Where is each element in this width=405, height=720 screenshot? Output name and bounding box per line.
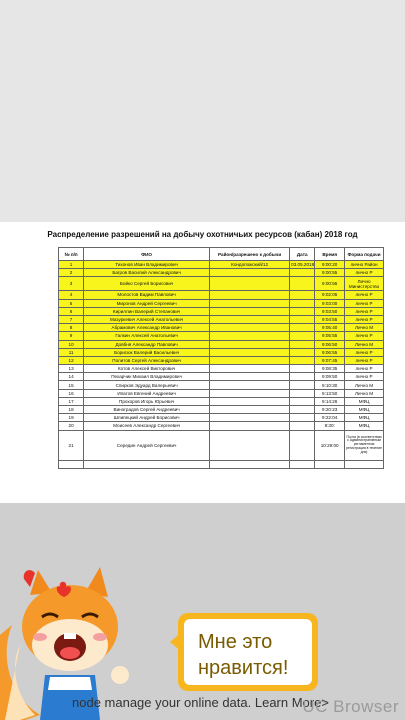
table-row xyxy=(59,430,384,460)
row-fio: Спирков Эдуард Валерьевич xyxy=(84,381,210,389)
row-number: 7 xyxy=(59,315,84,323)
row-form: лично Р xyxy=(345,269,384,277)
row-date xyxy=(290,430,315,460)
row-time: 9:22:04 xyxy=(315,414,345,422)
row-date xyxy=(290,356,315,364)
row-region xyxy=(210,299,290,307)
row-time: 9:05:40 xyxy=(315,324,345,332)
row-fio: Мазуркевич Алексей Анатольевич xyxy=(84,315,210,323)
row-region xyxy=(210,422,290,430)
row-region xyxy=(210,460,290,468)
document-page xyxy=(0,222,405,503)
row-region xyxy=(210,332,290,340)
row-region xyxy=(210,430,290,460)
row-number: 16 xyxy=(59,389,84,397)
document-title: Распределение разрешений на добычу охотничьих ресурсов (кабан) 2018 год xyxy=(47,230,358,239)
table-header-row xyxy=(59,248,384,261)
row-form: лично Район xyxy=(345,261,384,269)
row-number: 19 xyxy=(59,414,84,422)
row-form: МФЦ xyxy=(345,406,384,414)
row-number: 17 xyxy=(59,397,84,405)
row-fio: Галкин Алексей Анатольевич xyxy=(84,332,210,340)
row-fio xyxy=(84,460,210,468)
row-fio: Миронов Андрей Сергеевич xyxy=(84,299,210,307)
row-form: лично Р xyxy=(345,291,384,299)
row-region xyxy=(210,307,290,315)
row-date xyxy=(290,414,315,422)
row-number: 21 xyxy=(59,430,84,460)
row-region xyxy=(210,373,290,381)
row-region xyxy=(210,269,290,277)
table-row xyxy=(59,406,384,414)
row-form: лично Р xyxy=(345,356,384,364)
brand-logo: UC Browser xyxy=(302,697,399,716)
row-fio: Политов Сергей Александрович xyxy=(84,356,210,364)
table-row xyxy=(59,414,384,422)
table-row xyxy=(59,269,384,277)
row-number: 12 xyxy=(59,356,84,364)
table-row xyxy=(59,397,384,405)
row-number: 14 xyxy=(59,373,84,381)
row-time: 9:08:35 xyxy=(315,365,345,373)
row-region xyxy=(210,356,290,364)
row-number: 5 xyxy=(59,299,84,307)
header-date: Дата xyxy=(290,248,315,261)
row-form: Лично Министерство xyxy=(345,277,384,291)
row-number: 8 xyxy=(59,324,84,332)
row-date xyxy=(290,269,315,277)
row-region xyxy=(210,414,290,422)
row-region xyxy=(210,389,290,397)
table-row xyxy=(59,332,384,340)
table-row xyxy=(59,291,384,299)
row-region xyxy=(210,365,290,373)
speech-bubble-text: Мне это нравится! xyxy=(198,631,289,679)
table-row xyxy=(59,373,384,381)
row-time: 9:06:50 xyxy=(315,340,345,348)
table-row xyxy=(59,340,384,348)
row-form: лично Р xyxy=(345,373,384,381)
row-date xyxy=(290,277,315,291)
row-date xyxy=(290,373,315,381)
row-region xyxy=(210,406,290,414)
row-date xyxy=(290,324,315,332)
row-region xyxy=(210,315,290,323)
table-row xyxy=(59,261,384,269)
row-number xyxy=(59,460,84,468)
row-time: 9:13:50 xyxy=(315,389,345,397)
row-date xyxy=(290,460,315,468)
row-fio: Бойко Сергей Борисович xyxy=(84,277,210,291)
row-date xyxy=(290,389,315,397)
row-fio: Кириллин Валерий Степанович xyxy=(84,307,210,315)
row-form: лично Р xyxy=(345,332,384,340)
table-row xyxy=(59,348,384,356)
row-region: Кондопожский/12 xyxy=(210,261,290,269)
row-form: Почта (в соответствии с Административным регламентом регистрация в течение дня) xyxy=(345,430,384,460)
row-date xyxy=(290,340,315,348)
row-date xyxy=(290,332,315,340)
row-date xyxy=(290,406,315,414)
row-fio: Пехарчик Михаил Владимирович xyxy=(84,373,210,381)
speech-bubble[interactable] xyxy=(178,613,318,691)
row-fio: Багров Василий Александрович xyxy=(84,269,210,277)
row-date xyxy=(290,315,315,323)
row-time: 9:00:55 xyxy=(315,269,345,277)
row-date xyxy=(290,381,315,389)
speech-bubble-body xyxy=(184,619,312,685)
row-date xyxy=(290,397,315,405)
row-time: 9:03:50 xyxy=(315,307,345,315)
row-time: 9:04:55 xyxy=(315,315,345,323)
row-fio: Борисюк Валерий Васильевич xyxy=(84,348,210,356)
row-form: лично Р xyxy=(345,299,384,307)
row-time: 9:14:26 xyxy=(315,397,345,405)
row-date xyxy=(290,348,315,356)
row-region xyxy=(210,397,290,405)
header-fio: ФИО xyxy=(84,248,210,261)
table-row xyxy=(59,460,384,468)
row-number: 3 xyxy=(59,277,84,291)
row-number: 9 xyxy=(59,332,84,340)
row-time: 9:30: xyxy=(315,422,345,430)
row-region xyxy=(210,340,290,348)
row-fio: Довбня Александр Павлович xyxy=(84,340,210,348)
row-time: 9:00:20 xyxy=(315,261,345,269)
row-time: 9:00:55 xyxy=(315,277,345,291)
row-number: 18 xyxy=(59,406,84,414)
row-time: 9:20:23 xyxy=(315,406,345,414)
row-time: 9:09:50 xyxy=(315,373,345,381)
row-time xyxy=(315,460,345,468)
row-fio: Ипатов Евгений Андреевич xyxy=(84,389,210,397)
header-time: Время xyxy=(315,248,345,261)
table-row xyxy=(59,299,384,307)
row-form: лично Р xyxy=(345,365,384,373)
row-date xyxy=(290,299,315,307)
row-number: 2 xyxy=(59,269,84,277)
promo-link-text[interactable]: node manage your online data. Learn More> xyxy=(72,695,329,710)
row-form xyxy=(345,460,384,468)
row-date xyxy=(290,307,315,315)
table-row xyxy=(59,277,384,291)
row-fio: Виноградов Сергей Андреевич xyxy=(84,406,210,414)
row-date xyxy=(290,365,315,373)
header-form: Форма подачи xyxy=(345,248,384,261)
table-row xyxy=(59,365,384,373)
table-row xyxy=(59,307,384,315)
row-number: 4 xyxy=(59,291,84,299)
row-number: 11 xyxy=(59,348,84,356)
row-number: 20 xyxy=(59,422,84,430)
row-fio: Шлипецкий Андрей Борисович xyxy=(84,414,210,422)
row-date: 03.05.2018 xyxy=(291,262,315,268)
row-date xyxy=(290,422,315,430)
table-row xyxy=(59,356,384,364)
row-fio: Котов Алексей Викторович xyxy=(84,365,210,373)
row-region xyxy=(210,277,290,291)
row-fio: Моисеев Александр Сергеевич xyxy=(84,422,210,430)
row-region xyxy=(210,381,290,389)
row-number: 10 xyxy=(59,340,84,348)
top-gray-area xyxy=(0,0,405,222)
row-time: 9:06:55 xyxy=(315,348,345,356)
row-form: лично Р xyxy=(345,348,384,356)
row-form: МФЦ xyxy=(345,397,384,405)
row-form: лично Р xyxy=(345,315,384,323)
row-region xyxy=(210,348,290,356)
row-fio: Абрамович Александр Иванович xyxy=(84,324,210,332)
row-form: Лично М xyxy=(345,389,384,397)
row-region xyxy=(210,291,290,299)
permits-table xyxy=(58,247,384,469)
row-fio: Середин Андрей Сергеевич xyxy=(84,430,210,460)
row-fio: Молостов Вадим Павлович xyxy=(84,291,210,299)
row-fio: Тихонов Иван Владимирович xyxy=(84,261,210,269)
row-time: 9:03:00 xyxy=(315,299,345,307)
row-form: МФЦ xyxy=(345,414,384,422)
promo-footer[interactable] xyxy=(0,691,405,720)
row-date xyxy=(290,291,315,299)
row-form: лично Р xyxy=(345,307,384,315)
row-time: 9:10:30 xyxy=(315,381,345,389)
row-fio: Прохоров Игорь Юрьевич xyxy=(84,397,210,405)
row-number: 1 xyxy=(59,261,84,269)
row-form: Лично М xyxy=(345,324,384,332)
row-form: Лично М xyxy=(345,340,384,348)
table-row xyxy=(59,381,384,389)
row-number: 15 xyxy=(59,381,84,389)
row-time: 10:29:00 xyxy=(315,430,345,460)
row-number: 13 xyxy=(59,365,84,373)
table-row xyxy=(59,315,384,323)
row-form: МФЦ xyxy=(345,422,384,430)
row-form: Лично М xyxy=(345,381,384,389)
row-time: 9:07:45 xyxy=(315,356,345,364)
row-number: 6 xyxy=(59,307,84,315)
table-row xyxy=(59,422,384,430)
header-number: № п/п xyxy=(59,248,84,261)
table-row xyxy=(59,389,384,397)
row-region xyxy=(210,324,290,332)
table-row xyxy=(59,324,384,332)
row-time: 9:02:05 xyxy=(315,291,345,299)
header-region: Район/разрешено к добычи xyxy=(210,248,290,261)
row-time: 9:05:55 xyxy=(315,332,345,340)
